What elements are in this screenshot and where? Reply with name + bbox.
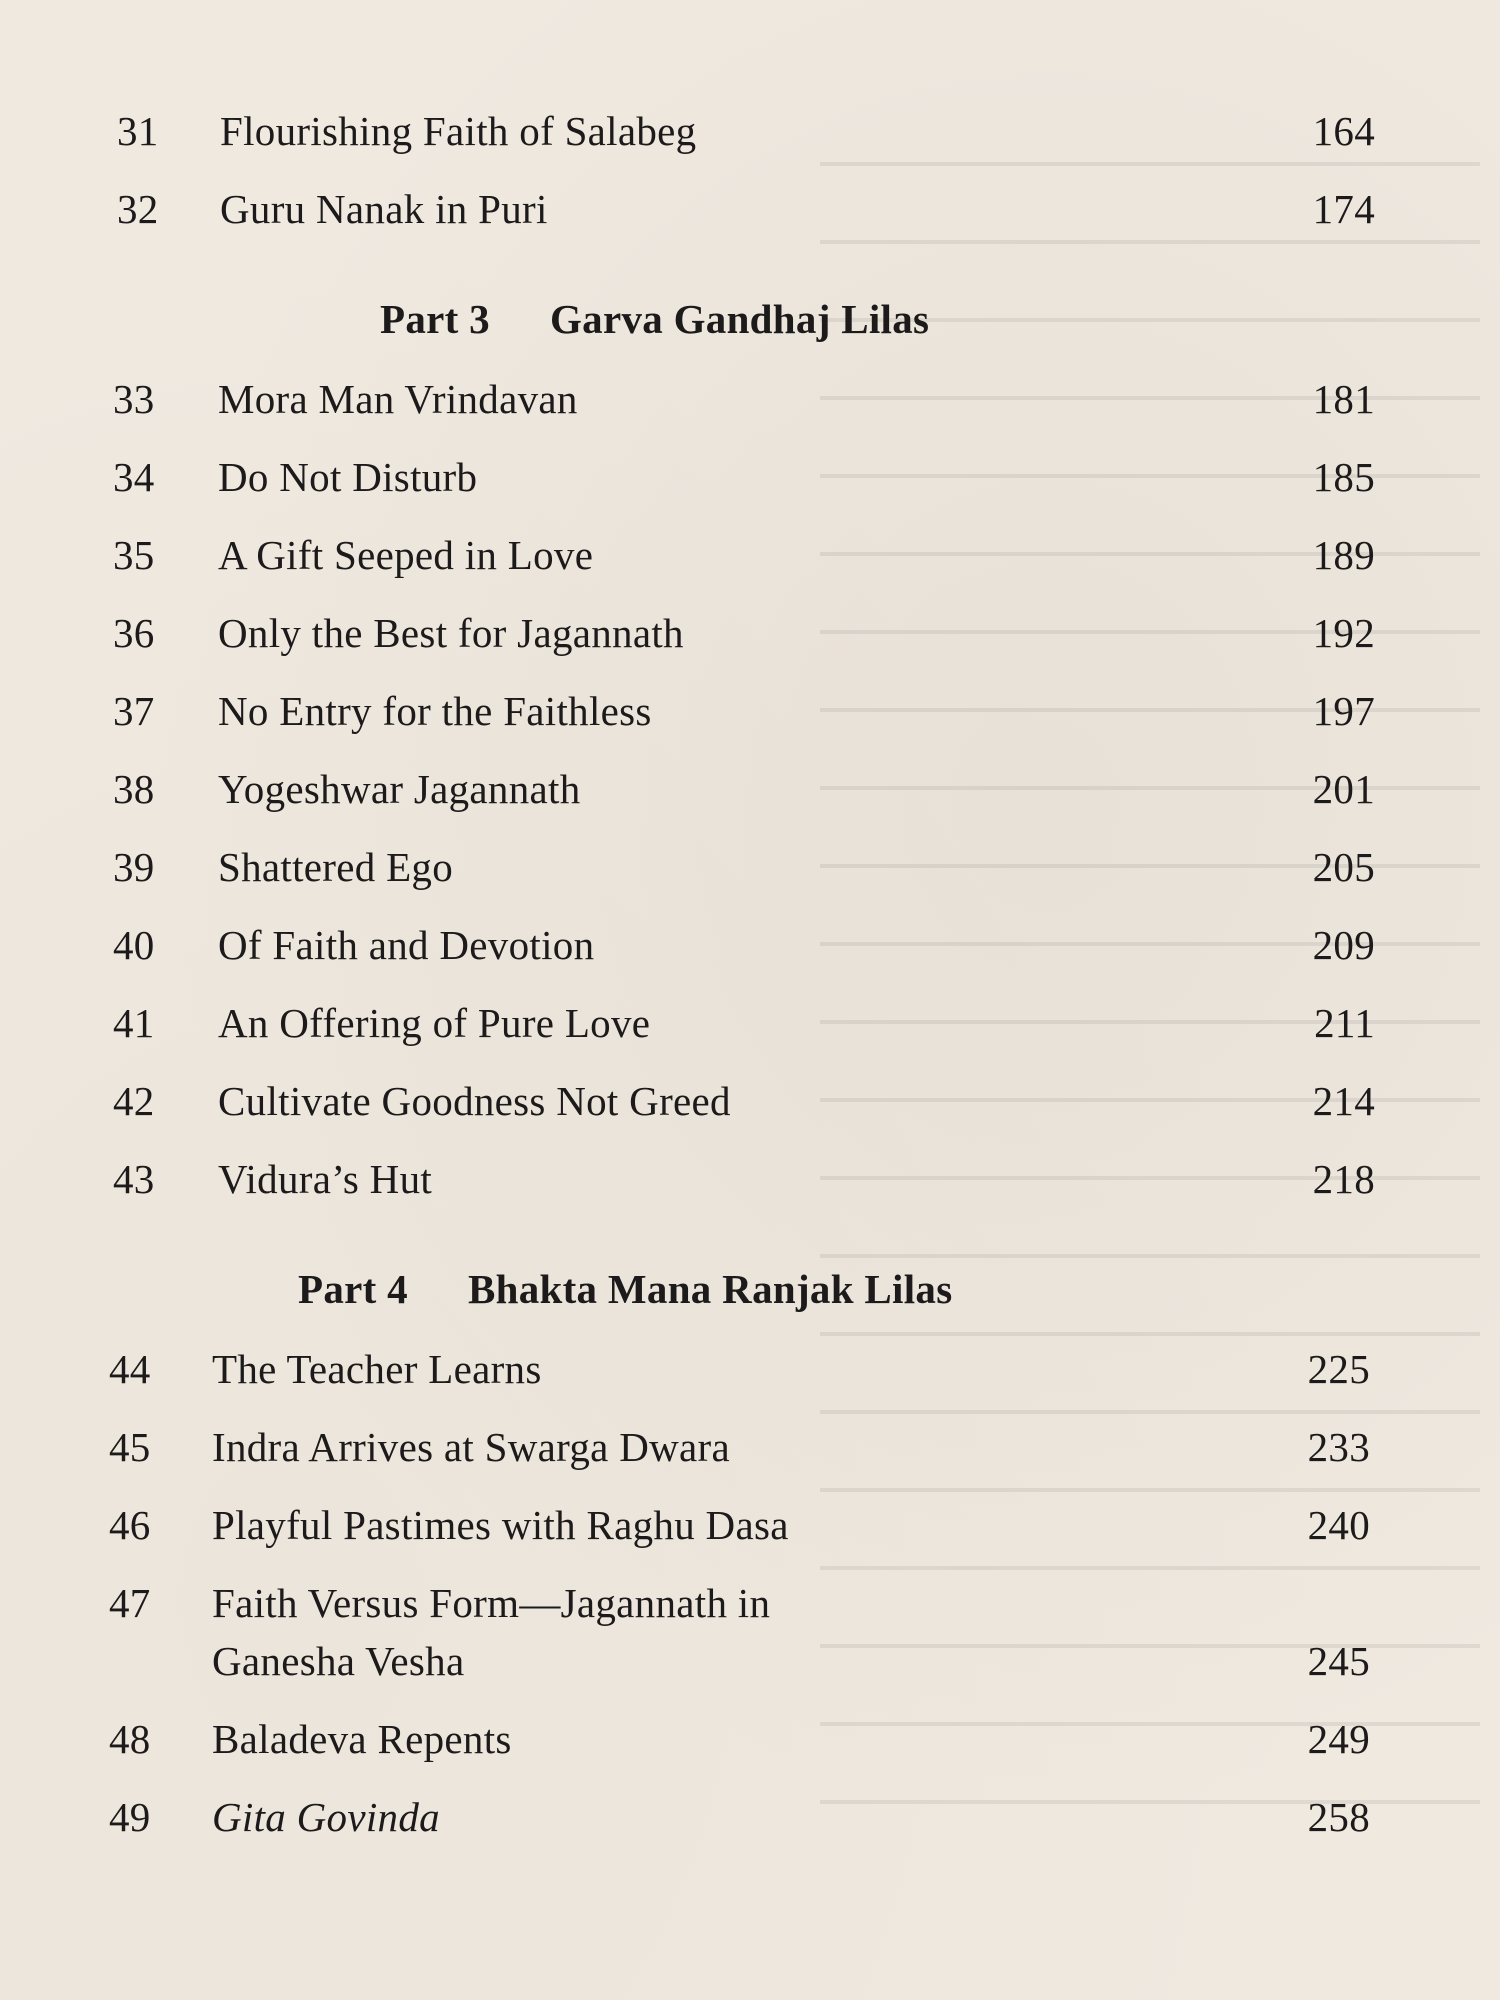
toc-entry — [0, 1156, 1500, 1202]
part-heading — [298, 1266, 952, 1312]
page-number: 201 — [1312, 766, 1375, 812]
chapter-title: Shattered Ego — [218, 844, 454, 890]
chapter-title: Gita Govinda — [212, 1794, 440, 1840]
page-number: 245 — [1307, 1638, 1370, 1684]
chapter-number: 34 — [113, 454, 155, 500]
toc-entry — [0, 1794, 1500, 1840]
toc-entry — [0, 922, 1500, 968]
chapter-number: 33 — [113, 376, 155, 422]
chapter-number: 49 — [109, 1794, 151, 1840]
chapter-title — [212, 1580, 770, 1684]
chapter-number: 35 — [113, 532, 155, 578]
chapter-number: 42 — [113, 1078, 155, 1124]
chapter-number: 46 — [109, 1502, 151, 1548]
chapter-title: Baladeva Repents — [212, 1716, 512, 1762]
chapter-title: The Teacher Learns — [212, 1346, 542, 1392]
chapter-number: 44 — [109, 1346, 151, 1392]
chapter-title: Indra Arrives at Swarga Dwara — [212, 1424, 730, 1470]
reverse-side-bleed — [820, 110, 1480, 1830]
chapter-title: Playful Pastimes with Raghu Dasa — [212, 1502, 789, 1548]
part-title: Garva Gandhaj Lilas — [549, 296, 930, 342]
page-number: 174 — [1312, 186, 1375, 232]
part-label: Part 3 — [380, 296, 490, 342]
toc-entry — [0, 454, 1500, 500]
toc-entry — [0, 1346, 1500, 1392]
chapter-number: 32 — [117, 186, 159, 232]
toc-entry — [0, 1716, 1500, 1762]
toc-entry — [0, 186, 1500, 232]
chapter-number: 36 — [113, 610, 155, 656]
part-heading — [380, 296, 929, 342]
chapter-number: 40 — [113, 922, 155, 968]
toc-entry — [0, 1580, 1500, 1684]
chapter-number: 38 — [113, 766, 155, 812]
toc-entry — [0, 376, 1500, 422]
page-number: 240 — [1307, 1502, 1370, 1548]
chapter-title: No Entry for the Faithless — [218, 688, 652, 734]
page-number: 225 — [1307, 1346, 1370, 1392]
chapter-title: Vidura’s Hut — [218, 1156, 433, 1202]
page-number: 209 — [1312, 922, 1375, 968]
toc-entry — [0, 1078, 1500, 1124]
page-number: 197 — [1312, 688, 1375, 734]
chapter-title: Flourishing Faith of Salabeg — [220, 108, 697, 154]
page-number: 181 — [1312, 376, 1375, 422]
chapter-number: 43 — [113, 1156, 155, 1202]
chapter-title: An Offering of Pure Love — [218, 1000, 651, 1046]
page-number: 214 — [1312, 1078, 1375, 1124]
toc-entry — [0, 844, 1500, 890]
chapter-title: Of Faith and Devotion — [218, 922, 595, 968]
toc-entry — [0, 610, 1500, 656]
page-number: 205 — [1312, 844, 1375, 890]
page-number: 233 — [1307, 1424, 1370, 1470]
chapter-number: 37 — [113, 688, 155, 734]
page-number: 211 — [1314, 1000, 1375, 1046]
chapter-title: Cultivate Goodness Not Greed — [218, 1078, 731, 1124]
chapter-title-line1: Faith Versus Form—Jagannath in — [212, 1580, 771, 1626]
page-number: 189 — [1312, 532, 1375, 578]
page-number: 185 — [1312, 454, 1375, 500]
page-number: 258 — [1307, 1794, 1370, 1840]
chapter-number: 45 — [109, 1424, 151, 1470]
chapter-title: Mora Man Vrindavan — [218, 376, 578, 422]
chapter-title-line2: Ganesha Vesha — [212, 1638, 465, 1684]
page-number: 218 — [1312, 1156, 1375, 1202]
chapter-number: 41 — [113, 1000, 155, 1046]
page-number: 249 — [1307, 1716, 1370, 1762]
chapter-title: Guru Nanak in Puri — [220, 186, 548, 232]
toc-entry — [0, 532, 1500, 578]
chapter-number: 31 — [117, 108, 159, 154]
chapter-number: 48 — [109, 1716, 151, 1762]
page-number: 164 — [1312, 108, 1375, 154]
page-number: 192 — [1312, 610, 1375, 656]
toc-entry — [0, 766, 1500, 812]
part-title: Bhakta Mana Ranjak Lilas — [467, 1266, 953, 1312]
chapter-title: Yogeshwar Jagannath — [218, 766, 581, 812]
toc-entry — [0, 1502, 1500, 1548]
chapter-title: A Gift Seeped in Love — [218, 532, 594, 578]
chapter-number: 39 — [113, 844, 155, 890]
toc-entry — [0, 688, 1500, 734]
part-label: Part 4 — [298, 1266, 408, 1312]
toc-entry — [0, 1424, 1500, 1470]
toc-entry — [0, 1000, 1500, 1046]
chapter-title: Only the Best for Jagannath — [218, 610, 684, 656]
chapter-title: Do Not Disturb — [218, 454, 478, 500]
toc-entry — [0, 108, 1500, 154]
chapter-number: 47 — [109, 1580, 151, 1626]
